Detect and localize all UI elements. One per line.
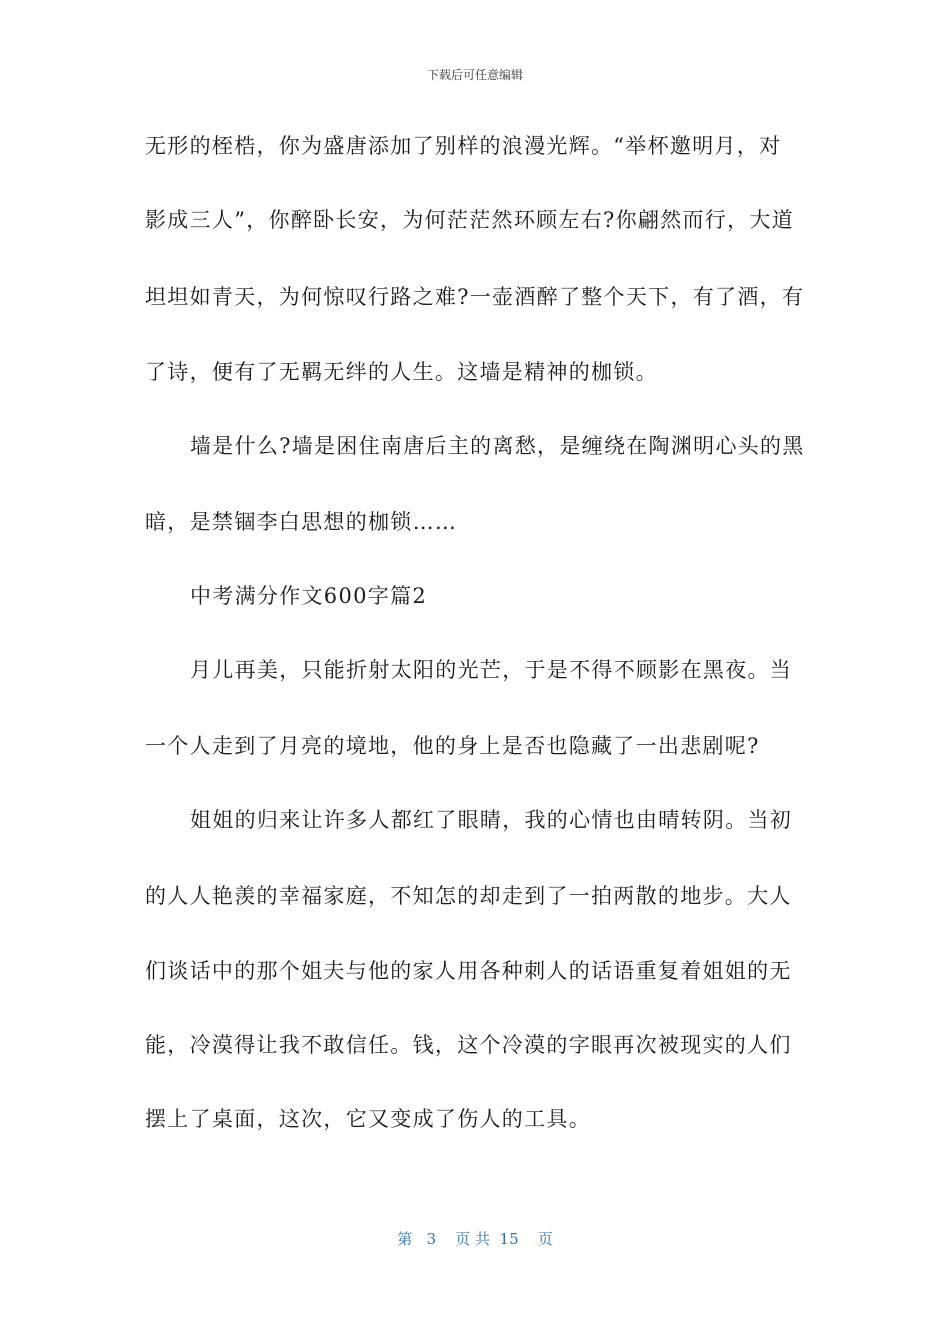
text-line-9: 一个人走到了月亮的境地，他的身上是否也隐藏了一出悲剧呢?	[145, 734, 760, 758]
text-line-14: 摆上了桌面，这次，它又变成了伤人的工具。	[145, 1107, 591, 1131]
text-line-1: 无形的桎梏，你为盛唐添加了别样的浪漫光辉。“举杯邀明月，对	[145, 134, 782, 158]
text-line-3: 坦坦如青天，为何惊叹行路之难?一壶酒醉了整个天下，有了酒，有	[145, 285, 805, 309]
page-header: 下载后可任意编辑	[426, 68, 523, 82]
text-line-12: 们谈话中的那个姐夫与他的家人用各种刺人的话语重复着姐姐的无	[145, 959, 792, 983]
text-line-10: 姐姐的归来让许多人都红了眼睛，我的心情也由晴转阴。当初	[190, 808, 793, 832]
footer-total-pages: 15	[499, 1230, 519, 1248]
text-line-6: 暗，是禁锢李白思想的枷锁……	[145, 510, 458, 534]
page-footer	[0, 1228, 950, 1249]
text-line-4: 了诗，便有了无羁无绊的人生。这墙是精神的枷锁。	[145, 360, 658, 384]
footer-page-number: 3	[426, 1230, 437, 1248]
footer-suffix: 页	[537, 1230, 553, 1248]
footer-prefix: 第	[397, 1230, 413, 1248]
text-line-13: 能，冷漠得让我不敢信任。钱，这个冷漠的字眼再次被现实的人们	[145, 1033, 792, 1057]
text-line-11: 的人人艳羡的幸福家庭，不知怎的却走到了一拍两散的地步。大人	[145, 884, 792, 908]
text-line-5: 墙是什么?墙是困住南唐后主的离愁，是缠绕在陶渊明心头的黑	[190, 434, 805, 458]
section-title: 中考满分作文600字篇2	[190, 584, 428, 608]
text-line-2: 影成三人”，你醉卧长安，为何茫茫然环顾左右?你翩然而行，大道	[145, 208, 794, 232]
footer-middle: 页 共	[455, 1230, 490, 1248]
text-line-8: 月儿再美，只能折射太阳的光芒，于是不得不顾影在黑夜。当	[190, 658, 793, 682]
